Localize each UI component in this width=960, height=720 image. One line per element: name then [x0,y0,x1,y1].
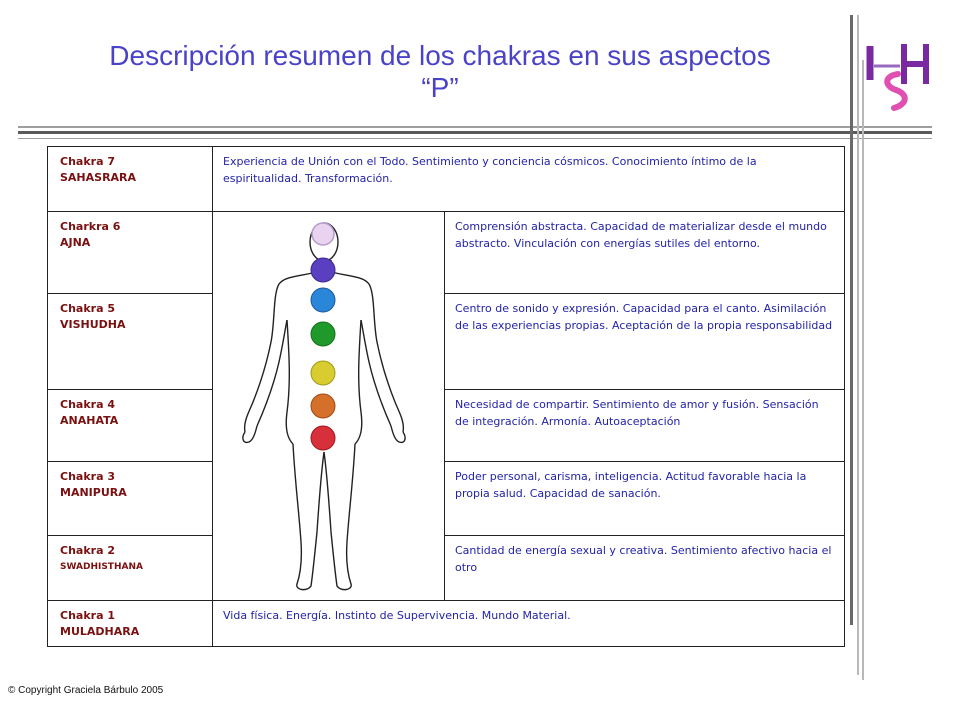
chakra-description: Centro de sonido y expresión. Capacidad para el canto. Asimilación de las experiencias propias. Aceptación de la propia responsabilidad [444,294,844,390]
chakra-name-cell [48,462,213,536]
chakra-6-icon [311,258,335,282]
divider-line [18,131,932,134]
body-silhouette [213,212,444,601]
chakra-7-icon [312,223,334,245]
chakra-2-icon [311,394,335,418]
chakra-number: Charkra 6 [60,220,121,233]
chakra-name: VISHUDHA [60,318,126,331]
chakra-name: SAHASRARA [60,171,137,184]
chakra-description: Necesidad de compartir. Sentimiento de amor y fusión. Sensación de integración. Armonía. Autoaceptación [444,390,844,462]
chakra-name-cell [48,294,213,390]
title-line-2: “P” [421,72,459,103]
chakra-description: Comprensión abstracta. Capacidad de materializar desde el mundo abstracto. Vinculación con energías sutiles del entorno. [444,212,844,294]
ish-logo [864,38,934,113]
chakra-3-icon [311,361,335,385]
copyright-notice: © Copyright Graciela Bárbulo 2005 [8,685,164,696]
chakra-name: ANAHATA [60,414,119,427]
chakra-name: MULADHARA [60,625,140,638]
chakra-name-cell [48,390,213,462]
chakra-description: Experiencia de Unión con el Todo. Sentimiento y conciencia cósmicos. Conocimiento íntimo de la espiritualidad. Transformación. [213,147,844,212]
divider-line [18,138,932,139]
vertical-rule [857,15,859,675]
chakra-description: Cantidad de energía sexual y creativa. Sentimiento afectivo hacia el otro [444,536,844,601]
chakra-5-icon [311,288,335,312]
chakra-name-cell [48,536,213,601]
vertical-rule [850,15,853,625]
vertical-rule [862,60,864,680]
chakra-number: Chakra 5 [60,302,115,315]
chakra-number: Chakra 1 [60,609,115,622]
body-figure-cell [213,212,444,601]
chakra-name-cell [48,212,213,294]
chakra-number: Chakra 3 [60,470,115,483]
divider-line [18,126,932,128]
title-line-1: Descripción resumen de los chakras en sus aspectos [109,40,771,71]
chakra-table [47,146,845,647]
chakra-number: Chakra 4 [60,398,115,411]
chakra-description: Poder personal, carisma, inteligencia. Actitud favorable hacia la propia salud. Capacidad de sanación. [444,462,844,536]
chakra-1-icon [311,426,335,450]
chakra-name-cell [48,147,213,212]
chakra-name: SWADHISTHANA [60,562,143,572]
chakra-description: Vida física. Energía. Instinto de Supervivencia. Mundo Material. [223,609,571,622]
chakra-4-icon [311,322,335,346]
page-title [40,40,840,104]
chakra-number: Chakra 7 [60,155,115,168]
chakra-number: Chakra 2 [60,544,115,557]
chakra-name-cell [48,601,213,646]
chakra-name: AJNA [60,236,91,249]
chakra-name: MANIPURA [60,486,127,499]
